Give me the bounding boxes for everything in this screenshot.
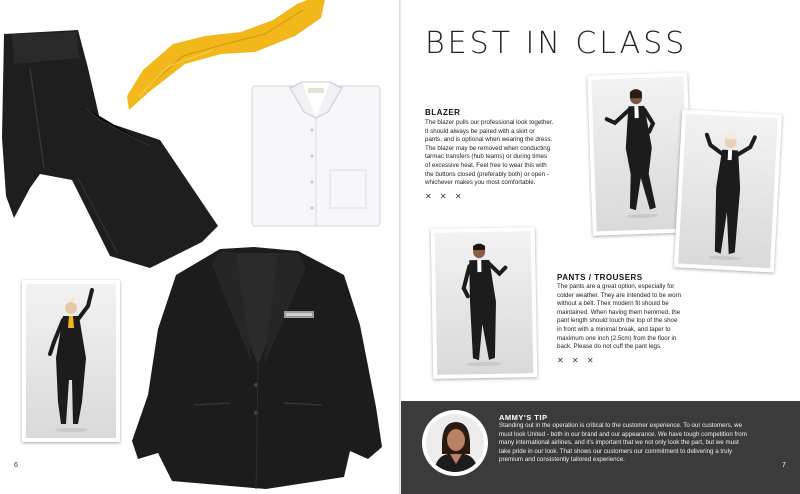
blazer-heading: BLAZER xyxy=(425,108,461,117)
left-page xyxy=(0,0,399,494)
pants-line: without a belt. Their modern fit should be xyxy=(557,300,669,308)
tip-line: Standing out in the operation is critical to the customer experience. To our customers, we xyxy=(499,422,743,429)
blazer-line: pants, and is optional when wearing the dress. xyxy=(425,136,553,144)
tip-line: take pride in our look. That shows our customers our commitment to delivering a truly xyxy=(499,447,733,455)
blazer-line: of excessive heat. Feel free to wear this with xyxy=(425,161,547,169)
photo-woman-smiling-in-suit xyxy=(431,227,538,379)
pants-line: maximum one inch (2.5cm) from the floor in xyxy=(557,334,677,342)
page-number-left: 6 xyxy=(14,462,18,469)
pants-line: pant length should touch the top of the shoe xyxy=(557,317,678,325)
tip-line: many international airlines, and it's important that we not only look the part, but we must xyxy=(499,439,739,447)
pants-line: back. Please do not cuff the pant legs. xyxy=(557,343,662,351)
person-figure-icon xyxy=(591,76,688,231)
blazer-line: The blazer may be removed when conducting xyxy=(425,144,551,152)
pants-body xyxy=(557,283,727,352)
page-number-right: 7 xyxy=(782,462,786,469)
blazer-line: It should always be paired with a skirt or xyxy=(425,127,535,135)
tip-line: premium and consistently tailored experience. xyxy=(499,456,625,464)
blazer-line: The blazer pulls our professional look together. xyxy=(425,119,554,126)
pants-line: The pants are a great option, especially for xyxy=(557,283,675,290)
photo-woman-short-hair-in-suit xyxy=(674,109,782,272)
blazer-line: whichever makes you most comfortable. xyxy=(425,179,536,187)
pants-line: maintained. When having them hemmed, the xyxy=(557,308,681,316)
blazer-image xyxy=(132,245,384,490)
blazer-line: tarmac transfers (hub teams) or during times xyxy=(425,153,548,161)
tip-heading: AMMY'S TIP xyxy=(499,413,548,422)
tip-body xyxy=(499,422,779,465)
blazer-line: the buttons closed (preferably both) or open - xyxy=(425,170,549,178)
person-figure-icon xyxy=(435,231,533,375)
pants-line: in front with a minimal break, and taper to xyxy=(557,325,671,333)
pants-heading: PANTS / TROUSERS xyxy=(557,273,643,282)
blazer-cross-marks: ✕ ✕ ✕ xyxy=(425,192,465,201)
person-figure-icon xyxy=(678,114,778,269)
blazer-body xyxy=(425,119,585,188)
photo-woman-in-suit-waving xyxy=(22,280,120,442)
avatar xyxy=(426,414,484,472)
person-figure-icon xyxy=(26,284,116,438)
portrait-icon xyxy=(426,414,484,472)
pants-line: colder weather. They are intended to be worn xyxy=(557,291,682,299)
page-title: BEST IN CLASS xyxy=(425,26,688,61)
tip-line: must look United - both in our brand and our appearance. We have tough competition from xyxy=(499,430,747,438)
white-shirt-image xyxy=(250,78,385,228)
pants-cross-marks: ✕ ✕ ✕ xyxy=(557,356,597,365)
